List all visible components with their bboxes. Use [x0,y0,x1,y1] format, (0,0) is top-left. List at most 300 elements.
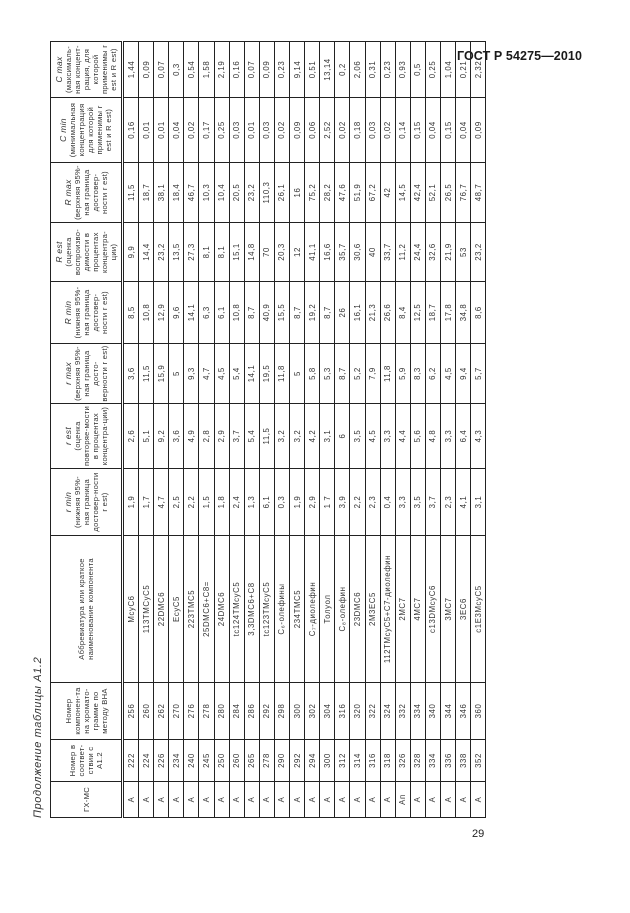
cell-name: 22DMC6 [154,536,169,683]
cell-r-max: 11,8 [274,344,289,404]
cell-r-max: 11,5 [139,344,154,404]
cell-r-max: 11,8 [380,344,395,404]
table-caption: Продолжение таблицы А1.2 [32,656,44,818]
cell-r-est: 32,6 [425,223,440,282]
cell-r-est: 6,4 [456,404,471,469]
cell-r-min: 18,7 [425,282,440,344]
cell-r-max: 52,1 [425,163,440,223]
table-row [456,42,471,818]
column-header-num-pia [51,683,123,740]
cell-num-a12: 292 [290,740,305,782]
cell-num-pia: 360 [471,683,486,740]
cell-c-max: 0,54 [184,42,199,98]
cell-c-min: 0,25 [214,98,229,163]
cell-r-est: 4,4 [395,404,410,469]
cell-r-max: 10,4 [214,163,229,223]
cell-r-max: 4,7 [199,344,214,404]
cell-r-max: 47,6 [335,163,350,223]
cell-r-min: 12,5 [410,282,425,344]
cell-c-min: 0,01 [244,98,259,163]
cell-c-max: 0,93 [395,42,410,98]
cell-r-max: 5,2 [350,344,365,404]
cell-r-min: 4,1 [456,469,471,536]
cell-gcms: А [229,782,244,818]
cell-num-pia: 340 [425,683,440,740]
cell-r-est: 24,4 [410,223,425,282]
cell-c-max: 0,31 [365,42,380,98]
cell-num-a12: 328 [410,740,425,782]
cell-num-a12: 278 [259,740,274,782]
column-header-r-est [51,223,123,282]
cell-r-min: 14,1 [184,282,199,344]
column-header-r-min [51,469,123,536]
cell-r-min: 8,7 [320,282,335,344]
cell-c-min: 0,01 [139,98,154,163]
cell-r-min: 3,1 [471,469,486,536]
cell-name: 25DMC6+C8= [199,536,214,683]
cell-num-a12: 294 [305,740,320,782]
cell-num-a12: 265 [244,740,259,782]
table-row [471,42,486,818]
cell-r-max: 28,2 [320,163,335,223]
cell-gcms: А [199,782,214,818]
cell-num-a12: 240 [184,740,199,782]
column-header-num-a12 [51,740,123,782]
table-row [305,42,320,818]
column-label: (максималь-ная концент-рация, для которой применимы r est и R est) [63,44,118,95]
cell-r-min: 8,4 [395,282,410,344]
cell-r-est: 30,6 [350,223,365,282]
header-row [51,42,123,818]
cell-r-est: 6 [335,404,350,469]
cell-gcms: А [410,782,425,818]
cell-r-min: 2,2 [184,469,199,536]
table-row [139,42,154,818]
cell-r-min: 3,5 [410,469,425,536]
cell-gcms: Ап [395,782,410,818]
cell-num-a12: 250 [214,740,229,782]
cell-r-min: 40,9 [259,282,274,344]
column-label: (нижняя 95%-ная граница достовер-ности r est) [72,472,109,532]
cell-c-max: 0,25 [425,42,440,98]
cell-r-min: 3,9 [335,469,350,536]
cell-r-est: 4,5 [365,404,380,469]
cell-r-max: 18,4 [169,163,184,223]
cell-r-max: 14,5 [395,163,410,223]
cell-r-min: 34,8 [456,282,471,344]
cell-name: 24DMC6 [214,536,229,683]
cell-c-min: 0,04 [425,98,440,163]
cell-r-est: 40 [365,223,380,282]
cell-r-min: 3,3 [395,469,410,536]
cell-c-max: 0,23 [274,42,289,98]
cell-num-pia: 276 [184,683,199,740]
cell-r-max: 8,7 [335,344,350,404]
column-label: (верхняя 95%-ная граница досто-верности r est) [72,345,109,402]
cell-r-est: 9,2 [154,404,169,469]
cell-name: tc123TMcyC5 [259,536,274,683]
cell-name: 3EC6 [456,536,471,683]
cell-r-max: 3,6 [123,344,139,404]
cell-r-max: 14,1 [244,344,259,404]
cell-r-max: 5,7 [471,344,486,404]
cell-r-est: 4,9 [184,404,199,469]
cell-num-pia: 316 [335,683,350,740]
cell-gcms: А [154,782,169,818]
cell-name: 223TMC5 [184,536,199,683]
table-row [380,42,395,818]
column-label: (минимальная концентрация для которой применимы r est и R est) [68,102,113,158]
cell-c-min: 0,04 [456,98,471,163]
cell-r-min: 1,3 [244,469,259,536]
cell-num-pia: 304 [320,683,335,740]
cell-c-min: 0,01 [154,98,169,163]
column-header-r-min [51,282,123,344]
table-row [320,42,335,818]
cell-r-min: 21,3 [365,282,380,344]
cell-num-pia: 300 [290,683,305,740]
cell-r-max: 42,4 [410,163,425,223]
cell-r-min: 8,7 [244,282,259,344]
cell-c-min: 0,09 [471,98,486,163]
cell-name: McyC6 [123,536,139,683]
table-row [274,42,289,818]
cell-r-est: 21,9 [440,223,455,282]
cell-r-est: 12 [290,223,305,282]
cell-r-min: 1 7 [320,469,335,536]
cell-name: 3MC7 [440,536,455,683]
cell-r-max: 110,3 [259,163,274,223]
cell-c-max: 0,5 [410,42,425,98]
cell-num-a12: 290 [274,740,289,782]
cell-r-min: 17,8 [440,282,455,344]
cell-num-pia: 278 [199,683,214,740]
cell-r-est: 8,1 [199,223,214,282]
column-header-name [51,536,123,683]
data-table [50,41,486,818]
cell-num-a12: 334 [425,740,440,782]
cell-r-max: 23,2 [244,163,259,223]
column-symbol: C max [53,56,64,83]
document-code: ГОСТ Р 54275—2010 [456,49,582,63]
cell-num-a12: 312 [335,740,350,782]
cell-gcms: А [335,782,350,818]
cell-r-min: 1,8 [214,469,229,536]
table-row [214,42,229,818]
cell-r-est: 3,3 [440,404,455,469]
cell-r-max: 26,1 [274,163,289,223]
cell-c-max: 9,14 [290,42,305,98]
cell-num-a12: 336 [440,740,455,782]
cell-c-min: 2,52 [320,98,335,163]
cell-gcms: А [456,782,471,818]
cell-c-max: 0,07 [154,42,169,98]
table-row [199,42,214,818]
cell-r-min: 0,4 [380,469,395,536]
table-row [244,42,259,818]
cell-num-pia: 346 [456,683,471,740]
cell-r-max: 6,2 [425,344,440,404]
cell-num-a12: 338 [456,740,471,782]
cell-gcms: А [259,782,274,818]
cell-gcms: А [305,782,320,818]
cell-num-pia: 332 [395,683,410,740]
cell-r-est: 2,9 [214,404,229,469]
cell-r-max: 5,9 [395,344,410,404]
cell-num-a12: 260 [229,740,244,782]
table-row [350,42,365,818]
cell-c-max: 0,23 [380,42,395,98]
cell-r-min: 0,3 [274,469,289,536]
column-label: (оценка повторяе-мости в процентах концентра-ции) [72,406,109,466]
cell-r-min: 2,4 [229,469,244,536]
cell-gcms: А [440,782,455,818]
column-label: (оценка воспроизво-димости в процентах концентра-ции) [63,228,118,276]
cell-c-min: 0,14 [395,98,410,163]
cell-r-est: 35,7 [335,223,350,282]
cell-r-min: 16,1 [350,282,365,344]
cell-name: 234TMC5 [290,536,305,683]
cell-r-min: 9,6 [169,282,184,344]
cell-r-est: 3,2 [274,404,289,469]
cell-r-max: 19,5 [259,344,274,404]
cell-c-max: 2,19 [214,42,229,98]
cell-num-a12: 222 [123,740,139,782]
cell-r-est: 20,3 [274,223,289,282]
cell-num-a12: 234 [169,740,184,782]
cell-num-pia: 270 [169,683,184,740]
table-row [395,42,410,818]
cell-c-min: 0,18 [350,98,365,163]
cell-r-est: 53 [456,223,471,282]
cell-r-max: 67,2 [365,163,380,223]
cell-num-a12: 245 [199,740,214,782]
cell-r-est: 4,8 [425,404,440,469]
cell-c-max: 0,3 [169,42,184,98]
cell-r-max: 9,4 [456,344,471,404]
cell-r-max: 9,3 [184,344,199,404]
cell-r-max: 10,3 [199,163,214,223]
cell-num-pia: 298 [274,683,289,740]
cell-c-max: 0,16 [229,42,244,98]
cell-gcms: А [123,782,139,818]
cell-c-max: 0,09 [139,42,154,98]
column-symbol: r est [62,426,73,446]
cell-r-est: 23,2 [154,223,169,282]
cell-num-pia: 260 [139,683,154,740]
cell-num-pia: 292 [259,683,274,740]
cell-r-est: 14,8 [244,223,259,282]
cell-c-max: 0,2 [335,42,350,98]
cell-r-est: 3,3 [380,404,395,469]
cell-name: 23DMC6 [350,536,365,683]
column-symbol: r max [62,362,73,385]
column-label: Номер компонен-та на хромато-грамме по методу ВНА [63,687,109,735]
cell-r-est: 3,5 [350,404,365,469]
cell-r-min: 6,3 [199,282,214,344]
cell-gcms: А [350,782,365,818]
cell-gcms: А [214,782,229,818]
cell-name: C₆-олефины [274,536,289,683]
cell-name: 2MC7 [395,536,410,683]
cell-r-est: 15,1 [229,223,244,282]
cell-num-pia: 302 [305,683,320,740]
table-row [440,42,455,818]
cell-r-est: 27,3 [184,223,199,282]
column-header-c-max [51,42,123,98]
table-row [123,42,139,818]
cell-num-pia: 322 [365,683,380,740]
cell-r-max: 16 [290,163,305,223]
cell-r-est: 5,6 [410,404,425,469]
cell-c-max: 13,14 [320,42,335,98]
cell-r-max: 5,4 [229,344,244,404]
cell-num-a12: 318 [380,740,395,782]
cell-num-a12: 352 [471,740,486,782]
page-number: 29 [472,828,485,840]
column-header-r-max [51,344,123,404]
cell-r-est: 4,2 [305,404,320,469]
cell-name: tc124TMcyC5 [229,536,244,683]
table-row [365,42,380,818]
cell-c-max: 1,58 [199,42,214,98]
table-row [410,42,425,818]
cell-r-est: 14,4 [139,223,154,282]
cell-c-max: 1,44 [123,42,139,98]
cell-r-max: 11,5 [123,163,139,223]
cell-r-est: 3,7 [229,404,244,469]
cell-c-min: 0,16 [123,98,139,163]
cell-num-pia: 256 [123,683,139,740]
table-row [290,42,305,818]
cell-c-min: 0,02 [184,98,199,163]
cell-r-est: 4,3 [471,404,486,469]
cell-r-min: 2,3 [440,469,455,536]
column-symbol: R min [62,300,73,325]
cell-c-min: 0,03 [365,98,380,163]
cell-r-est: 5,1 [139,404,154,469]
cell-num-pia: 280 [214,683,229,740]
cell-gcms: А [184,782,199,818]
cell-r-max: 4,5 [440,344,455,404]
table-row [259,42,274,818]
table-row [154,42,169,818]
cell-num-pia: 334 [410,683,425,740]
cell-r-est: 3,2 [290,404,305,469]
cell-r-max: 51,9 [350,163,365,223]
cell-c-min: 0,03 [229,98,244,163]
cell-gcms: А [365,782,380,818]
cell-r-max: 5 [290,344,305,404]
cell-r-max: 48,7 [471,163,486,223]
column-label: ГХ-МС [81,787,91,813]
cell-num-a12: 326 [395,740,410,782]
cell-r-max: 76,7 [456,163,471,223]
table-row [169,42,184,818]
cell-r-est: 23,2 [471,223,486,282]
table-row [335,42,350,818]
cell-r-min: 2,3 [365,469,380,536]
cell-r-max: 18,7 [139,163,154,223]
cell-r-est: 9,9 [123,223,139,282]
cell-c-max: 0,09 [259,42,274,98]
cell-num-a12: 224 [139,740,154,782]
cell-name: c1E3McyC5 [471,536,486,683]
cell-r-max: 26,5 [440,163,455,223]
cell-r-min: 8,6 [471,282,486,344]
cell-gcms: А [139,782,154,818]
cell-c-min: 0,15 [410,98,425,163]
cell-r-max: 15,9 [154,344,169,404]
cell-r-max: 20,5 [229,163,244,223]
cell-r-est: 3,1 [320,404,335,469]
column-header-gcms [51,782,123,818]
table-body [123,42,486,818]
cell-c-max: 0,51 [305,42,320,98]
cell-c-max: 0,07 [244,42,259,98]
cell-c-max: 2,06 [350,42,365,98]
column-label: (нижняя 95%-ная граница достовер-ности r est) [72,286,109,339]
cell-gcms: А [274,782,289,818]
cell-name: 113TMCyC5 [139,536,154,683]
cell-r-est: 11,5 [259,404,274,469]
cell-r-est: 8,1 [214,223,229,282]
cell-gcms: А [320,782,335,818]
column-label: Номер в соответ-ствии с А1.2 [68,744,104,777]
cell-r-est: 16,6 [320,223,335,282]
cell-name: 4MC7 [410,536,425,683]
table-row [425,42,440,818]
column-label: (верхняя 95%-ная граница достовер-ности r est) [72,165,109,220]
cell-r-min: 6,1 [259,469,274,536]
cell-r-min: 10,8 [229,282,244,344]
cell-c-min: 0,03 [259,98,274,163]
column-header-c-min [51,98,123,163]
cell-r-est: 41,1 [305,223,320,282]
cell-num-pia: 320 [350,683,365,740]
cell-name: Толуол [320,536,335,683]
cell-r-min: 2,5 [169,469,184,536]
column-symbol: C min [58,118,68,142]
cell-r-max: 5 [169,344,184,404]
cell-num-a12: 300 [320,740,335,782]
cell-num-pia: 284 [229,683,244,740]
cell-r-min: 8,7 [290,282,305,344]
column-symbol: R est [53,241,64,263]
cell-r-min: 1,9 [123,469,139,536]
cell-r-min: 1,7 [139,469,154,536]
cell-c-min: 0,06 [305,98,320,163]
cell-r-min: 1,5 [199,469,214,536]
cell-num-pia: 262 [154,683,169,740]
cell-r-min: 26,6 [380,282,395,344]
cell-gcms: А [244,782,259,818]
cell-r-min: 26 [335,282,350,344]
cell-r-max: 46,7 [184,163,199,223]
cell-name: EcyC5 [169,536,184,683]
cell-r-min: 4,7 [154,469,169,536]
cell-r-est: 5,4 [244,404,259,469]
cell-r-max: 75,2 [305,163,320,223]
cell-r-est: 13,5 [169,223,184,282]
cell-num-pia: 324 [380,683,395,740]
cell-name: C₇-диолефин [305,536,320,683]
cell-name: 2M3EC5 [365,536,380,683]
cell-num-a12: 314 [350,740,365,782]
cell-gcms: А [380,782,395,818]
column-label: Аббревиатура или краткое наименование компонента [77,558,95,660]
cell-r-min: 1,9 [290,469,305,536]
